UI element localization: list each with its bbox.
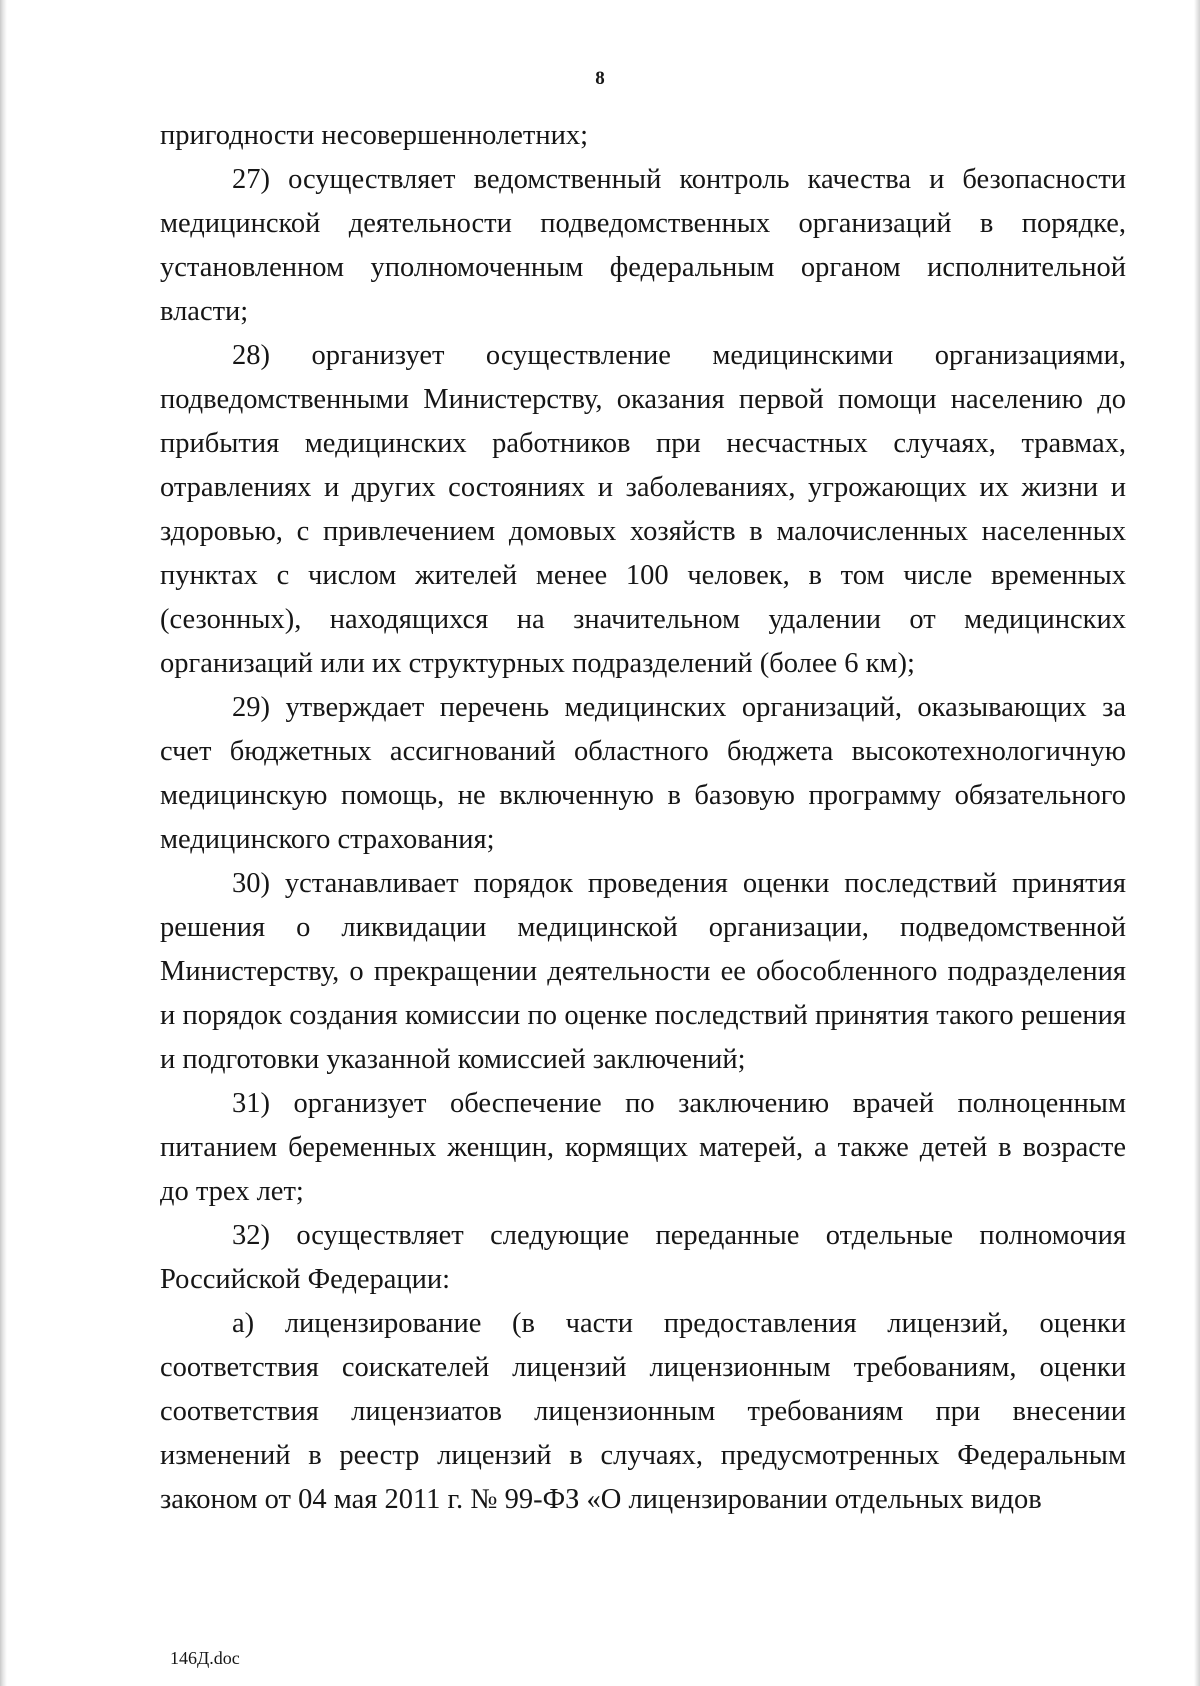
paragraph-item-28: 28) организует осуществление медицинскими организациями, подведомственными Министерству, оказания первой помощи населению до прибытия медицинских работников при несчастных случаях, травмах, отравлениях и других состояниях и заболеваниях, угрожающих их жизни и здоровью, с привлечением домовых хозяйств в малочисленных населенных пунктах с числом жителей менее 100 человек, в том числе временных (сезонных), находящихся на значительном удалении от медицинских организаций или их структурных подразделений (более 6 км); (160, 340, 1126, 679)
paragraph-item-27: 27) осуществляет ведомственный контроль качества и безопасности медицинской деятельности подведомственных организаций в порядке, установленном уполномоченным федеральным органом исполнительной власти; (160, 164, 1126, 327)
document-body (160, 114, 1126, 1522)
scan-edge-left (0, 0, 7, 1686)
paragraph-continuation: пригодности несовершеннолетних; (160, 120, 589, 151)
paragraph-item-32: 32) осуществляет следующие переданные отдельные полномочия Российской Федерации: (160, 1220, 1126, 1295)
paragraph-subitem-a: а) лицензирование (в части предоставления лицензий, оценки соответствия соискателей лицензий лицензионным требованиям, оценки соответствия лицензиатов лицензионным требованиям при внесении изменений в реестр лицензий в случаях, предусмотренных Федеральным законом от 04 мая 2011 г. № 99-ФЗ «О лицензировании отдельных видов (160, 1308, 1126, 1515)
footer-filename: 146Д.doc (170, 1648, 240, 1668)
paragraph-item-30: 30) устанавливает порядок проведения оценки последствий принятия решения о ликвидации медицинской организации, подведомственной Министерству, о прекращении деятельности ее обособленного подразделения и порядок создания комиссии по оценке последствий принятия такого решения и подготовки указанной комиссией заключений; (160, 868, 1126, 1075)
scan-edge-right (1194, 0, 1200, 1686)
paragraph-item-31: 31) организует обеспечение по заключению врачей полноценным питанием беременных женщин, кормящих матерей, а также детей в возрасте до трех лет; (160, 1088, 1126, 1207)
page-number: 8 (595, 68, 605, 89)
paragraph-item-29: 29) утверждает перечень медицинских организаций, оказывающих за счет бюджетных ассигнований областного бюджета высокотехнологичную медицинскую помощь, не включенную в базовую программу обязательного медицинского страхования; (160, 692, 1126, 855)
